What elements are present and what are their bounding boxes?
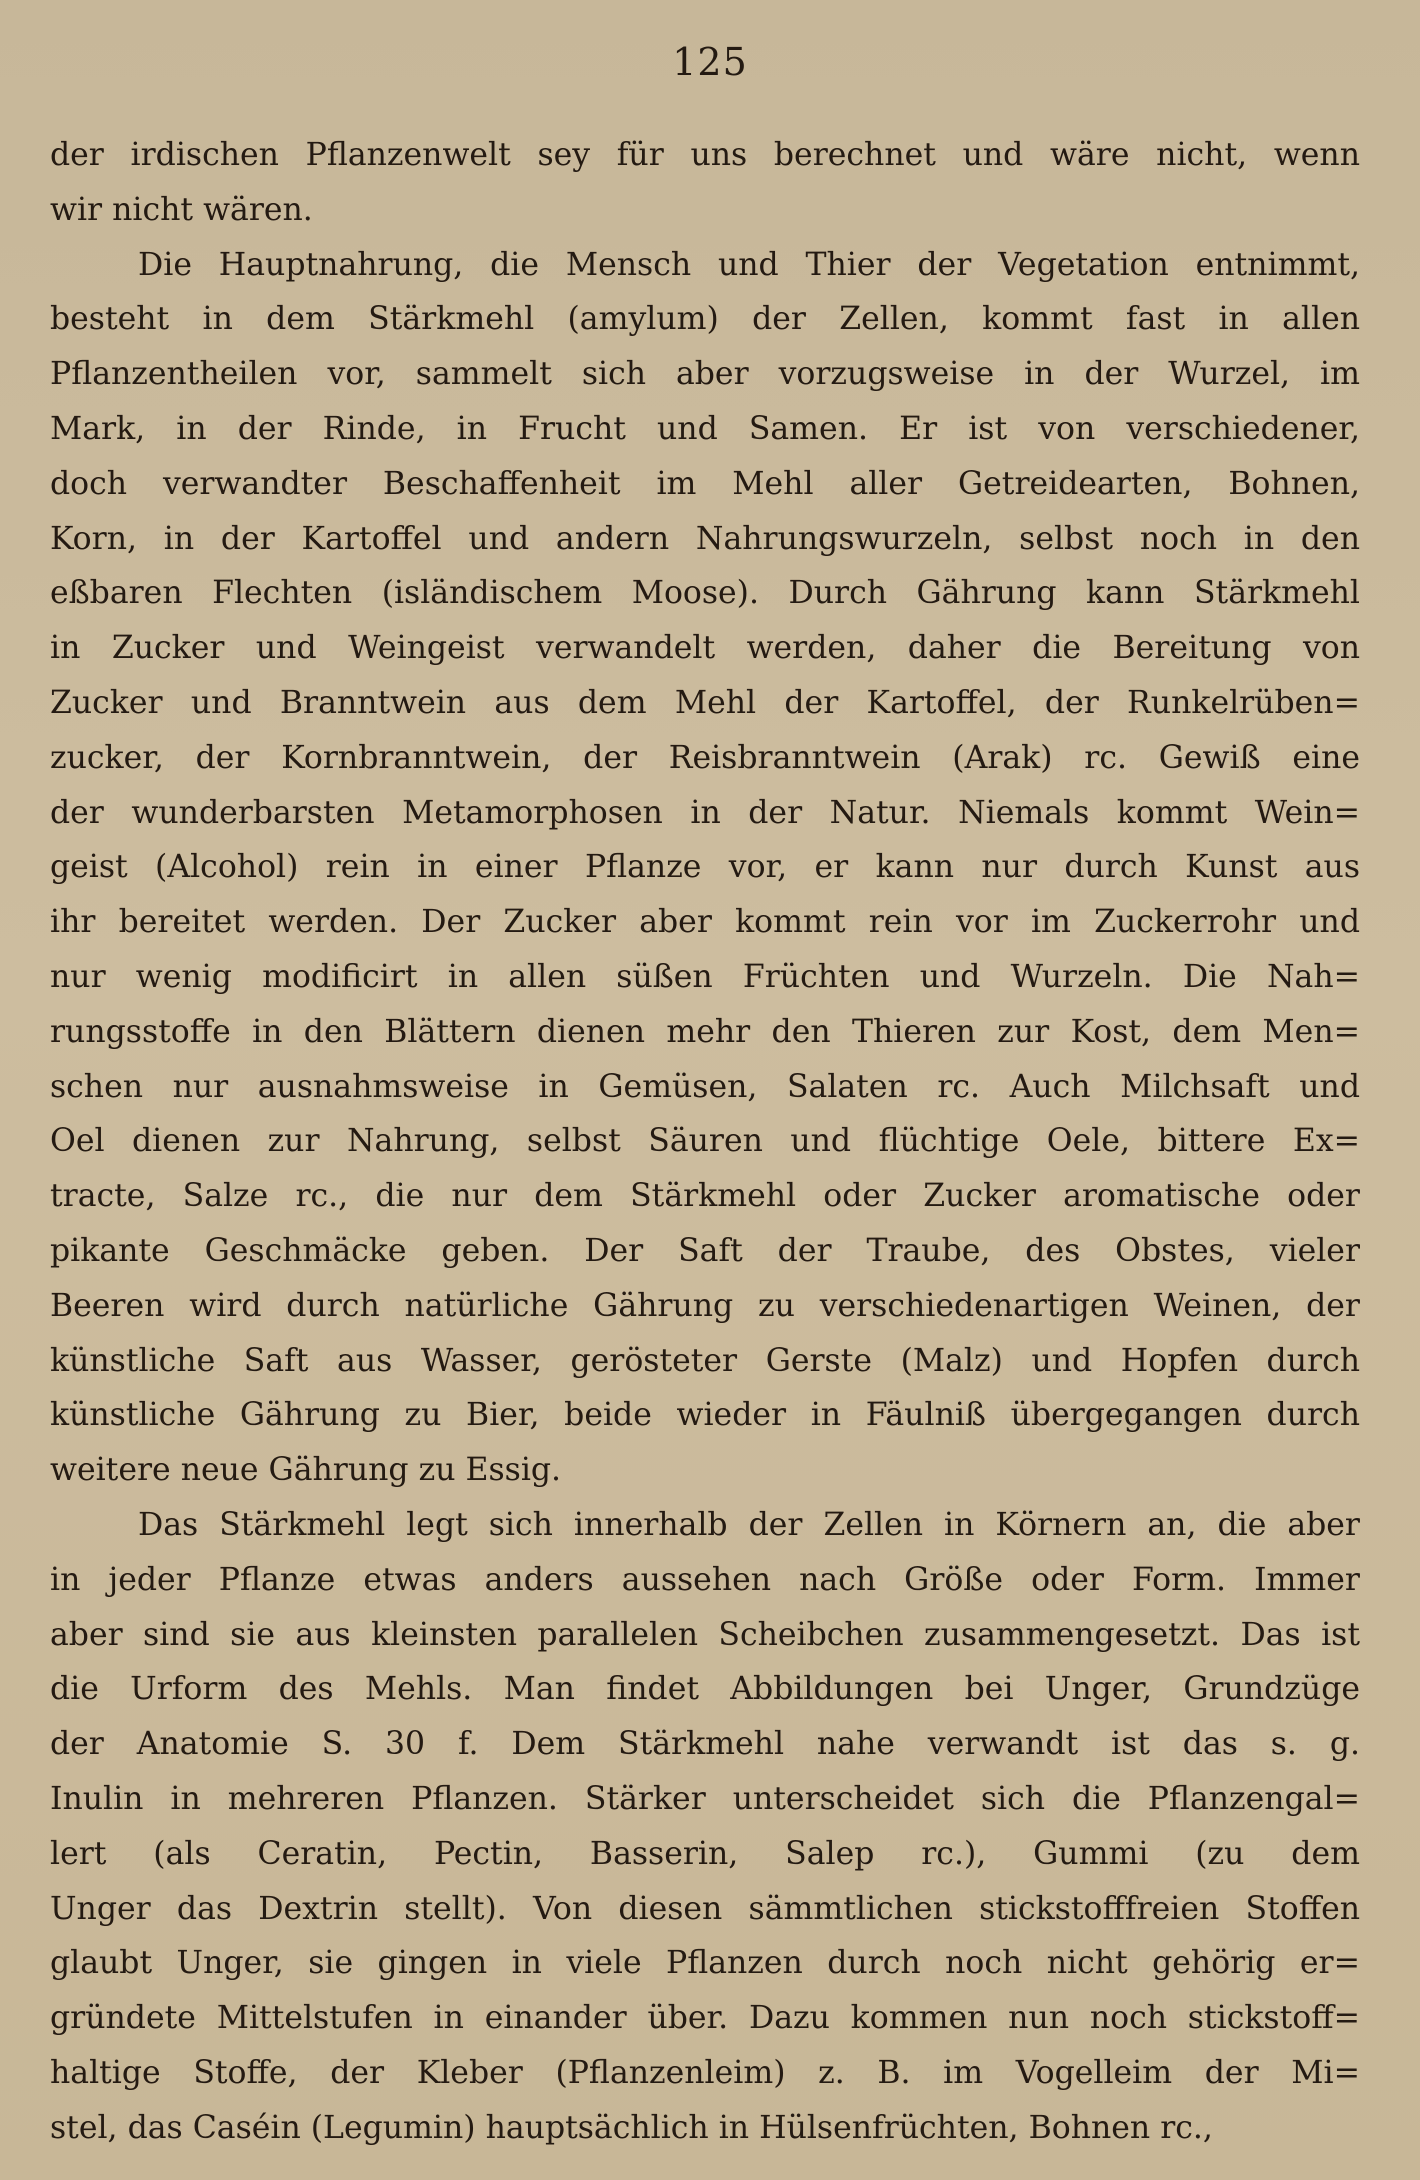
text-line: künstliche Gährung zu Bier, beide wieder in Fäulniß übergegangen durch	[50, 1397, 1360, 1434]
text-line: pikante Geschmäcke geben. Der Saft der Traube, des Obstes, vieler	[50, 1232, 1360, 1269]
text-line: zucker, der Kornbranntwein, der Reisbranntwein (Arak) rc. Gewiß eine	[50, 739, 1360, 776]
text-line: Zucker und Branntwein aus dem Mehl der Kartoffel, der Runkelrüben=	[50, 684, 1360, 721]
text-line: Oel dienen zur Nahrung, selbst Säuren und flüchtige Oele, bittere Ex=	[50, 1123, 1360, 1160]
text-line: nur wenig modificirt in allen süßen Früchten und Wurzeln. Die Nah=	[50, 958, 1360, 995]
text-line: Korn, in der Kartoffel und andern Nahrungswurzeln, selbst noch in den	[50, 520, 1360, 557]
text-line: Beeren wird durch natürliche Gährung zu verschiedenartigen Weinen, der	[50, 1287, 1360, 1324]
text-line: Mark, in der Rinde, in Frucht und Samen. Er ist von verschiedener,	[50, 410, 1360, 447]
paragraph	[50, 238, 1360, 1498]
text-line: Das Stärkmehl legt sich innerhalb der Zellen in Körnern an, die aber	[138, 1506, 1360, 1543]
text-line: lert (als Ceratin, Pectin, Basserin, Salep rc.), Gummi (zu dem	[50, 1835, 1360, 1872]
text-line: weitere neue Gährung zu Essig.	[50, 1452, 562, 1489]
text-line: der Anatomie S. 30 f. Dem Stärkmehl nahe verwandt ist das s. g.	[50, 1726, 1360, 1763]
paragraph	[50, 1498, 1360, 2156]
page-number: 125	[672, 40, 748, 84]
text-line: Inulin in mehreren Pflanzen. Stärker unterscheidet sich die Pflanzengal=	[50, 1780, 1360, 1817]
text-line: Unger das Dextrin stellt). Von diesen sämmtlichen stickstofffreien Stoffen	[50, 1890, 1360, 1927]
text-line: stel, das Caséin (Legumin) hauptsächlich in Hülsenfrüchten, Bohnen rc.,	[50, 2109, 1213, 2146]
text-line: doch verwandter Beschaffenheit im Mehl aller Getreidearten, Bohnen,	[50, 465, 1360, 502]
text-line: ihr bereitet werden. Der Zucker aber kommt rein vor im Zuckerrohr und	[50, 904, 1360, 941]
text-line: in jeder Pflanze etwas anders aussehen nach Größe oder Form. Immer	[50, 1561, 1360, 1598]
text-line: Die Hauptnahrung, die Mensch und Thier der Vegetation entnimmt,	[138, 246, 1360, 283]
text-line: in Zucker und Weingeist verwandelt werden, daher die Bereitung von	[50, 630, 1360, 667]
text-line: aber sind sie aus kleinsten parallelen Scheibchen zusammengesetzt. Das ist	[50, 1616, 1360, 1653]
text-line: tracte, Salze rc., die nur dem Stärkmehl oder Zucker aromatische oder	[50, 1178, 1360, 1215]
text-line: die Urform des Mehls. Man findet Abbildungen bei Unger, Grundzüge	[50, 1671, 1360, 1708]
text-line: haltige Stoffe, der Kleber (Pflanzenleim) z. B. im Vogelleim der Mi=	[50, 2054, 1360, 2091]
text-line: der irdischen Pflanzenwelt sey für uns berechnet und wäre nicht, wenn	[50, 137, 1360, 173]
text-line: Pflanzentheilen vor, sammelt sich aber vorzugsweise in der Wurzel, im	[50, 356, 1360, 393]
text-line: rungsstoffe in den Blättern dienen mehr den Thieren zur Kost, dem Men=	[50, 1013, 1360, 1050]
paragraph	[50, 128, 1360, 238]
text-line: wir nicht wären.	[50, 191, 313, 228]
text-line: eßbaren Flechten (isländischem Moose). Durch Gährung kann Stärkmehl	[50, 575, 1360, 612]
text-line: glaubt Unger, sie gingen in viele Pflanzen durch noch nicht gehörig er=	[50, 1945, 1360, 1982]
text-line: geist (Alcohol) rein in einer Pflanze vor, er kann nur durch Kunst aus	[50, 849, 1360, 886]
text-line: der wunderbarsten Metamorphosen in der Natur. Niemals kommt Wein=	[50, 794, 1360, 831]
text-line: gründete Mittelstufen in einander über. Dazu kommen nun noch stickstoff=	[50, 2000, 1360, 2037]
text-line: besteht in dem Stärkmehl (amylum) der Zellen, kommt fast in allen	[50, 301, 1360, 338]
body-text	[50, 128, 1360, 2155]
text-line: künstliche Saft aus Wasser, gerösteter Gerste (Malz) und Hopfen durch	[50, 1342, 1360, 1379]
text-line: schen nur ausnahmsweise in Gemüsen, Salaten rc. Auch Milchsaft und	[50, 1068, 1360, 1105]
